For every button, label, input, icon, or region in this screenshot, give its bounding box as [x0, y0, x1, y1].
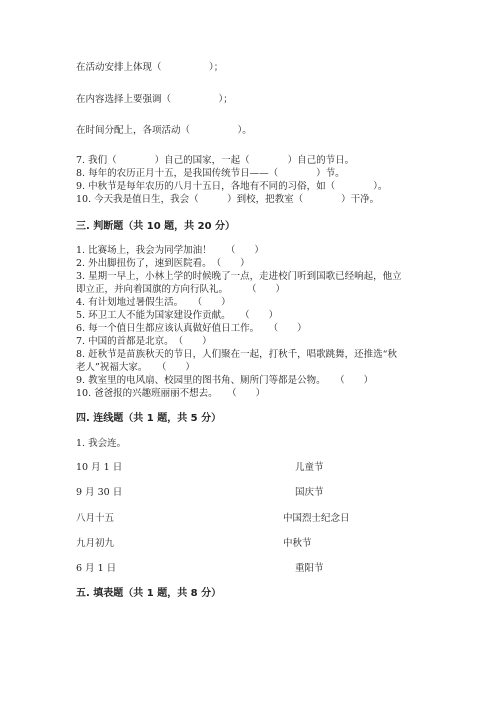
match-right-item: 儿童节: [295, 462, 324, 473]
section-title-judge: 三. 判断题（共 10 题，共 20 分）: [76, 221, 236, 232]
fill-line-content: 在内容选择上要强调（ ）；: [76, 94, 233, 105]
judge-item-4: 4. 有计划地过暑假生活。 （ ）: [76, 297, 231, 308]
section-title-match: 四. 连线题（共 1 题，共 5 分）: [76, 413, 222, 424]
match-right-item: 国庆节: [295, 487, 324, 498]
judge-item-9: 9. 教室里的电风扇、校园里的图书角、厕所门等都是公物。 （ ）: [76, 375, 374, 386]
judge-item-8: 8. 赶秋节是苗族秋天的节日，人们聚在一起，打秋千，唱歌跳舞，还推选“秋: [76, 349, 397, 360]
question-7: 7. 我们（ ）自己的国家，一起（ ）自己的节日。: [76, 155, 355, 166]
judge-item-3: 3. 星期一早上，小林上学的时候晚了一点，走进校门听到国歌已经响起，他立: [76, 271, 402, 282]
judge-item-3-cont: 即立正，并向着国旗的方向行队礼。 （ ）: [76, 284, 286, 295]
match-right-item: 中国烈士纪念日: [283, 513, 350, 524]
judge-item-7: 7. 中国的首都是北京。 （ ）: [76, 336, 212, 347]
judge-item-1: 1. 比赛场上，我会为同学加油！ （ ）: [76, 245, 264, 256]
fill-line-time: 在时间分配上，各项活动（ ）。: [76, 125, 252, 136]
fill-line-activity: 在活动安排上体现（ ）；: [76, 62, 224, 73]
judge-item-6: 6. 每一个值日生都应该认真做好值日工作。 （ ）: [76, 323, 307, 334]
match-right-item: 中秋节: [283, 538, 312, 549]
match-left-item: 9 月 30 日: [76, 487, 123, 498]
match-left-item: 八月十五: [76, 513, 115, 524]
question-8: 8. 每年的农历正月十五，是我国传统节日——（ ）节。: [76, 168, 345, 179]
judge-item-8-cont: 老人”祝福大家。 （ ）: [76, 362, 195, 373]
match-left-item: 九月初九: [76, 538, 115, 549]
judge-item-10: 10. 爸爸报的兴趣班丽丽不想去。 （ ）: [76, 388, 266, 399]
match-prompt: 1. 我会连。: [76, 438, 127, 449]
judge-item-2: 2. 外出脚扭伤了，速到医院看。 （ ）: [76, 258, 250, 269]
question-10: 10. 今天我是值日生，我会（ ）到校，把教室（ ）干净。: [76, 194, 380, 205]
question-9: 9. 中秋节是每年农历的八月十五日，各地有不同的习俗，如（ ）。: [76, 181, 388, 192]
match-left-item: 10 月 1 日: [76, 462, 123, 473]
section-title-table: 五. 填表题（共 1 题，共 8 分）: [76, 588, 222, 599]
match-left-item: 6 月 1 日: [76, 563, 117, 574]
judge-item-5: 5. 环卫工人不能为国家建设作贡献。 （ ）: [76, 310, 279, 321]
match-right-item: 重阳节: [295, 563, 324, 574]
